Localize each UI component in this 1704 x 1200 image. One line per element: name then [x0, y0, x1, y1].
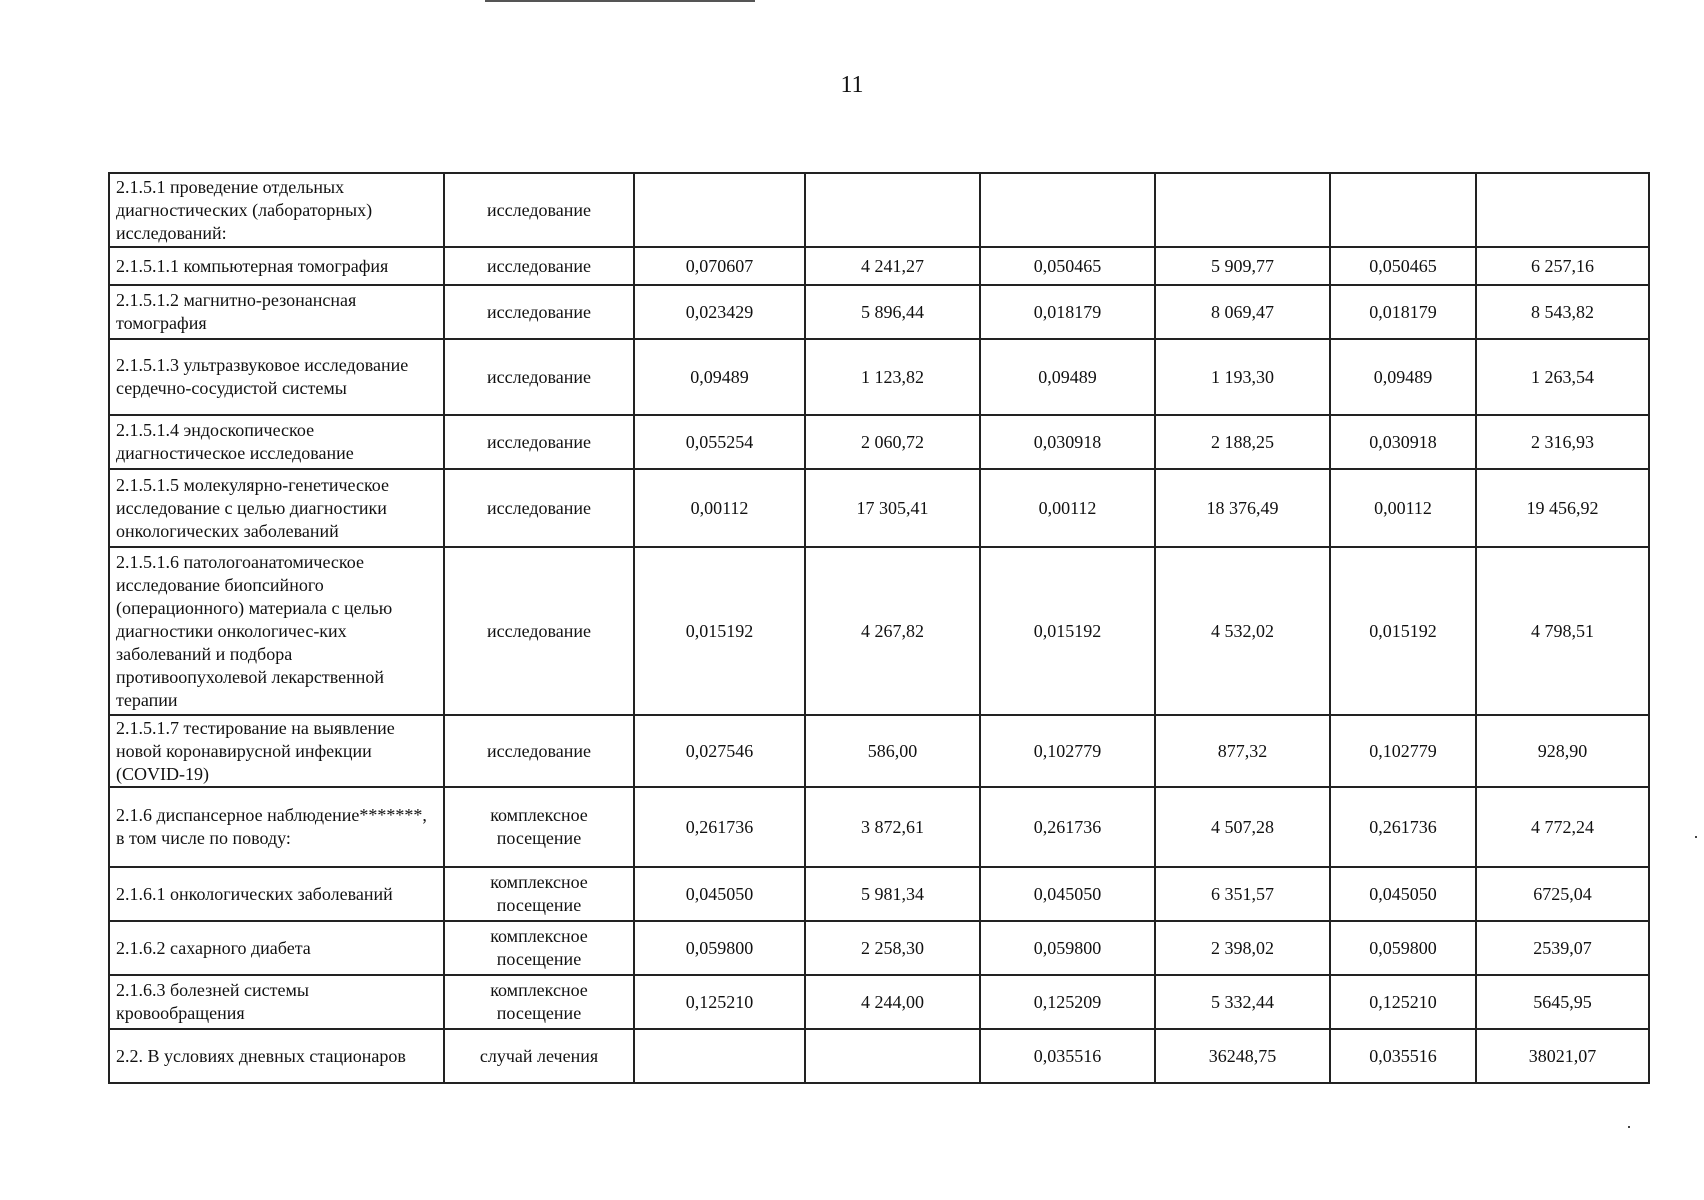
value-cell: 4 798,51 — [1476, 547, 1649, 715]
value-cell — [634, 1029, 805, 1083]
value-cell: 2 398,02 — [1155, 921, 1330, 975]
value-cell: 586,00 — [805, 715, 980, 787]
value-cell: 18 376,49 — [1155, 469, 1330, 547]
unit-cell: исследование — [444, 339, 634, 415]
value-cell: 0,059800 — [1330, 921, 1476, 975]
value-cell: 5 981,34 — [805, 867, 980, 921]
table-row — [109, 285, 1649, 339]
unit-cell: комплексное посещение — [444, 867, 634, 921]
value-cell: 0,045050 — [634, 867, 805, 921]
value-cell — [1476, 173, 1649, 247]
scan-speck — [1628, 1126, 1630, 1128]
value-cell: 0,018179 — [980, 285, 1155, 339]
value-cell: 0,050465 — [980, 247, 1155, 285]
value-cell: 8 069,47 — [1155, 285, 1330, 339]
table-row — [109, 547, 1649, 715]
value-cell: 2 316,93 — [1476, 415, 1649, 469]
value-cell: 19 456,92 — [1476, 469, 1649, 547]
value-cell: 1 263,54 — [1476, 339, 1649, 415]
unit-cell: комплексное посещение — [444, 787, 634, 867]
value-cell: 5 332,44 — [1155, 975, 1330, 1029]
value-cell: 0,035516 — [1330, 1029, 1476, 1083]
table-row — [109, 787, 1649, 867]
value-cell: 0,059800 — [980, 921, 1155, 975]
unit-cell: комплексное посещение — [444, 975, 634, 1029]
value-cell: 8 543,82 — [1476, 285, 1649, 339]
value-cell: 0,102779 — [1330, 715, 1476, 787]
value-cell: 0,09489 — [980, 339, 1155, 415]
service-name: 2.1.6.3 болезней системы кровообращения — [109, 975, 444, 1029]
value-cell: 928,90 — [1476, 715, 1649, 787]
value-cell: 0,015192 — [980, 547, 1155, 715]
service-name: 2.1.5.1.3 ультразвуковое исследование сердечно-сосудистой системы — [109, 339, 444, 415]
value-cell: 2 258,30 — [805, 921, 980, 975]
value-cell: 5645,95 — [1476, 975, 1649, 1029]
unit-cell: комплексное посещение — [444, 921, 634, 975]
unit-cell: случай лечения — [444, 1029, 634, 1083]
unit-cell: исследование — [444, 415, 634, 469]
value-cell: 1 123,82 — [805, 339, 980, 415]
service-name: 2.1.5.1.1 компьютерная томография — [109, 247, 444, 285]
unit-cell: исследование — [444, 469, 634, 547]
value-cell: 0,027546 — [634, 715, 805, 787]
table-row — [109, 975, 1649, 1029]
service-name: 2.1.5.1.5 молекулярно-генетическое исследование с целью диагностики онкологических заболеваний — [109, 469, 444, 547]
value-cell: 3 872,61 — [805, 787, 980, 867]
service-name: 2.1.6.1 онкологических заболеваний — [109, 867, 444, 921]
table-row — [109, 469, 1649, 547]
value-cell: 0,059800 — [634, 921, 805, 975]
value-cell: 0,035516 — [980, 1029, 1155, 1083]
value-cell: 0,045050 — [980, 867, 1155, 921]
value-cell: 4 532,02 — [1155, 547, 1330, 715]
service-name: 2.1.5.1 проведение отдельных диагностических (лабораторных) исследований: — [109, 173, 444, 247]
table-row — [109, 415, 1649, 469]
table-row — [109, 1029, 1649, 1083]
value-cell: 0,055254 — [634, 415, 805, 469]
unit-cell: исследование — [444, 247, 634, 285]
value-cell: 0,015192 — [634, 547, 805, 715]
table-row — [109, 339, 1649, 415]
value-cell: 1 193,30 — [1155, 339, 1330, 415]
value-cell: 0,00112 — [1330, 469, 1476, 547]
table-row — [109, 867, 1649, 921]
value-cell: 0,00112 — [634, 469, 805, 547]
value-cell: 6 351,57 — [1155, 867, 1330, 921]
tariff-table — [108, 172, 1650, 1084]
value-cell: 5 896,44 — [805, 285, 980, 339]
table-row — [109, 247, 1649, 285]
value-cell: 0,09489 — [634, 339, 805, 415]
table-row — [109, 715, 1649, 787]
value-cell: 0,050465 — [1330, 247, 1476, 285]
value-cell: 4 267,82 — [805, 547, 980, 715]
value-cell: 2539,07 — [1476, 921, 1649, 975]
value-cell: 0,125209 — [980, 975, 1155, 1029]
value-cell: 0,023429 — [634, 285, 805, 339]
service-name: 2.1.6.2 сахарного диабета — [109, 921, 444, 975]
value-cell: 2 188,25 — [1155, 415, 1330, 469]
value-cell: 38021,07 — [1476, 1029, 1649, 1083]
table-row — [109, 921, 1649, 975]
value-cell: 0,261736 — [634, 787, 805, 867]
value-cell: 6725,04 — [1476, 867, 1649, 921]
value-cell: 0,070607 — [634, 247, 805, 285]
value-cell: 6 257,16 — [1476, 247, 1649, 285]
value-cell — [980, 173, 1155, 247]
value-cell: 0,261736 — [1330, 787, 1476, 867]
value-cell: 0,125210 — [1330, 975, 1476, 1029]
value-cell: 0,030918 — [980, 415, 1155, 469]
top-scan-line — [485, 0, 755, 2]
service-name: 2.1.6 диспансерное наблюдение*******, в том числе по поводу: — [109, 787, 444, 867]
table-row — [109, 173, 1649, 247]
value-cell — [1330, 173, 1476, 247]
value-cell: 0,018179 — [1330, 285, 1476, 339]
service-name: 2.1.5.1.4 эндоскопическое диагностическое исследование — [109, 415, 444, 469]
value-cell: 877,32 — [1155, 715, 1330, 787]
value-cell — [634, 173, 805, 247]
value-cell — [805, 173, 980, 247]
scan-speck — [1695, 836, 1697, 838]
unit-cell: исследование — [444, 547, 634, 715]
service-name: 2.1.5.1.6 патологоанатомическое исследование биопсийного (операционного) материала с целью диагностики онкологичес-ких заболеваний и подбора противоопухолевой лекарственной терапии — [109, 547, 444, 715]
value-cell: 0,261736 — [980, 787, 1155, 867]
value-cell: 5 909,77 — [1155, 247, 1330, 285]
service-name: 2.1.5.1.2 магнитно-резонансная томография — [109, 285, 444, 339]
value-cell: 0,030918 — [1330, 415, 1476, 469]
value-cell: 0,00112 — [980, 469, 1155, 547]
value-cell: 4 772,24 — [1476, 787, 1649, 867]
service-name: 2.1.5.1.7 тестирование на выявление новой коронавирусной инфекции (COVID-19) — [109, 715, 444, 787]
value-cell: 36248,75 — [1155, 1029, 1330, 1083]
unit-cell: исследование — [444, 715, 634, 787]
value-cell: 4 507,28 — [1155, 787, 1330, 867]
value-cell: 4 244,00 — [805, 975, 980, 1029]
value-cell: 0,102779 — [980, 715, 1155, 787]
value-cell: 2 060,72 — [805, 415, 980, 469]
unit-cell: исследование — [444, 285, 634, 339]
value-cell: 0,045050 — [1330, 867, 1476, 921]
value-cell: 4 241,27 — [805, 247, 980, 285]
value-cell: 17 305,41 — [805, 469, 980, 547]
value-cell: 0,09489 — [1330, 339, 1476, 415]
unit-cell: исследование — [444, 173, 634, 247]
value-cell — [805, 1029, 980, 1083]
page-number: 11 — [840, 72, 864, 98]
value-cell: 0,125210 — [634, 975, 805, 1029]
service-name: 2.2. В условиях дневных стационаров — [109, 1029, 444, 1083]
value-cell: 0,015192 — [1330, 547, 1476, 715]
value-cell — [1155, 173, 1330, 247]
